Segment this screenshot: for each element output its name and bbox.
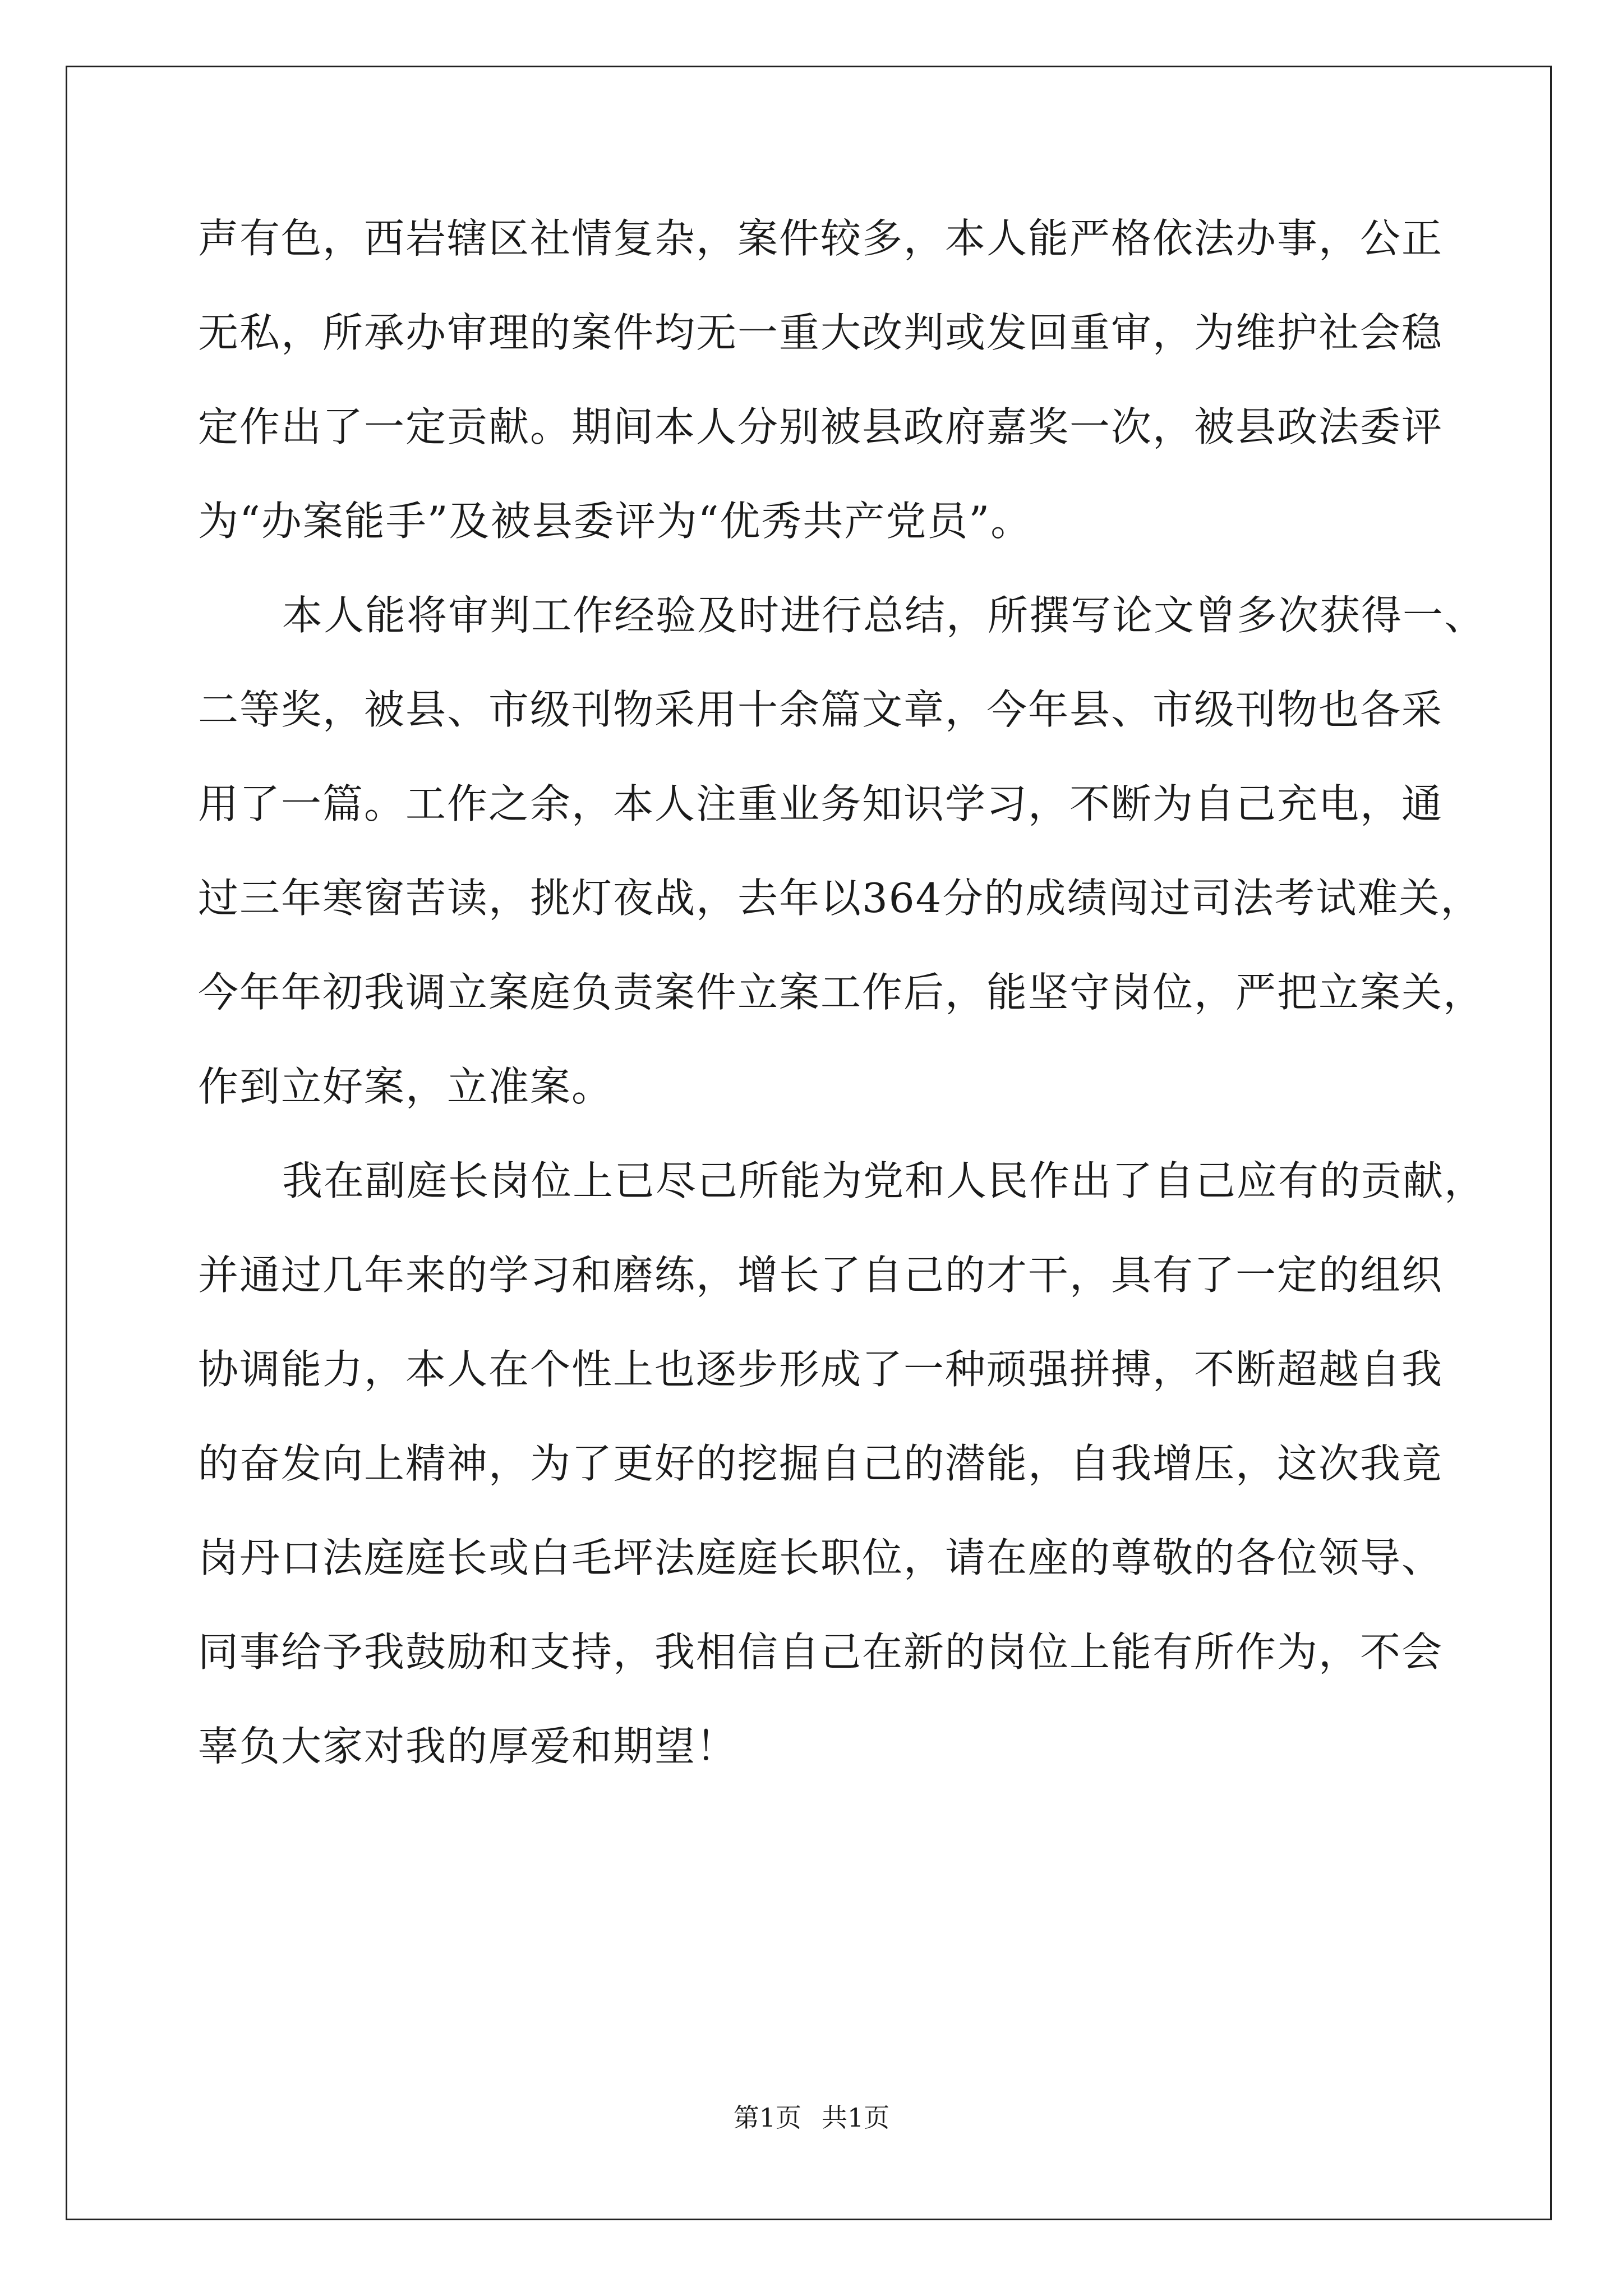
text-line: 同事给予我鼓励和支持，我相信自己在新的岗位上能有所作为，不会 — [198, 1628, 1444, 1676]
page-border — [66, 66, 1552, 2220]
text-line: 为“办案能手”及被县委评为“优秀共产党员”。 — [198, 498, 1032, 545]
text-line: 用了一篇。工作之余，本人注重业务知识学习，不断为自己充电，通 — [198, 780, 1444, 827]
text-line: 协调能力，本人在个性上也逐步形成了一种顽强拼搏，不断超越自我 — [198, 1346, 1444, 1393]
text-line: 定作出了一定贡献。期间本人分别被县政府嘉奖一次，被县政法委评 — [198, 403, 1444, 450]
paragraph-first-line: 我在副庭长岗位上已尽己所能为党和人民作出了自己应有的贡献， — [282, 1157, 1486, 1204]
text-line: 无私，所承办审理的案件均无一重大改判或发回重审，为维护社会稳 — [198, 309, 1444, 356]
text-line: 作到立好案，立准案。 — [198, 1063, 614, 1110]
text-line: 声有色，西岩辖区社情复杂，案件较多，本人能严格依法办事，公正 — [198, 215, 1444, 262]
text-line: 并通过几年来的学习和磨练，增长了自己的才干，具有了一定的组织 — [198, 1251, 1444, 1299]
text-line: 的奋发向上精神，为了更好的挖掘自己的潜能，自我增压，这次我竟 — [198, 1440, 1444, 1487]
page-footer — [0, 2101, 1623, 2134]
text-line: 辜负大家对我的厚爱和期望！ — [198, 1723, 738, 1770]
paragraph-first-line: 本人能将审判工作经验及时进行总结，所撰写论文曾多次获得一、 — [282, 592, 1486, 639]
text-line: 二等奖，被县、市级刊物采用十余篇文章，今年县、市级刊物也各采 — [198, 686, 1444, 733]
text-line: 岗丹口法庭庭长或白毛坪法庭庭长职位，请在座的尊敬的各位领导、 — [198, 1534, 1444, 1581]
text-line: 今年年初我调立案庭负责案件立案工作后，能坚守岗位，严把立案关， — [198, 969, 1485, 1016]
page-total: 共1页 — [822, 2102, 890, 2133]
page-number: 第1页 — [733, 2102, 801, 2133]
text-line: 过三年寒窗苦读，挑灯夜战，去年以364分的成绩闯过司法考试难关， — [198, 875, 1482, 922]
